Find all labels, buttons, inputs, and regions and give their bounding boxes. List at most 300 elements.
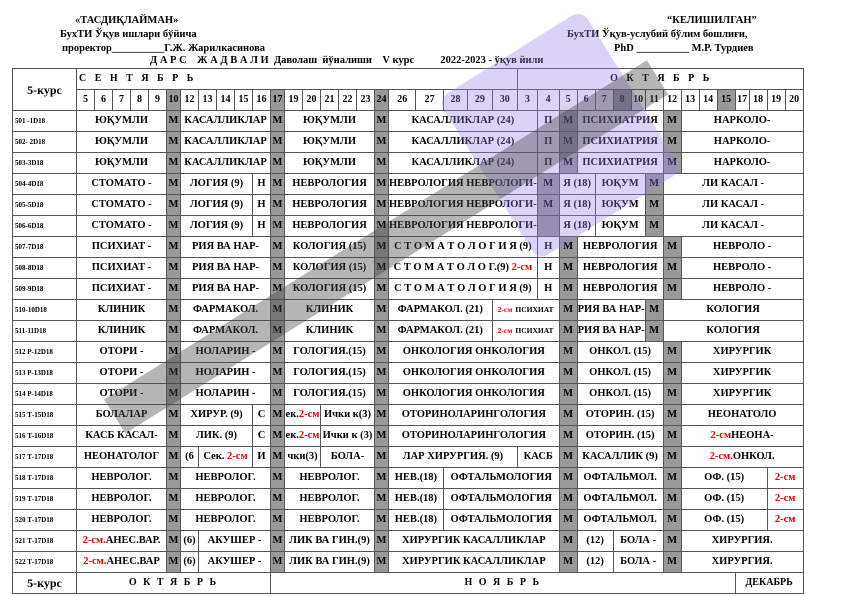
cell-text: НОЛАРИН - (195, 346, 256, 357)
break-marker (271, 384, 285, 405)
cell-text: ЮҚУМЛИ (302, 136, 357, 147)
cell-text: М (563, 115, 574, 126)
day-number: 23 (357, 90, 375, 111)
break-marker (559, 552, 577, 573)
break-marker (559, 468, 577, 489)
break-marker (559, 363, 577, 384)
cell-text: М (376, 157, 387, 168)
cell-text: М (563, 556, 574, 567)
day-number: 30 (492, 90, 517, 111)
cell-text: ПСИХИАТ (515, 305, 554, 314)
break-marker (167, 132, 181, 153)
cell-text: М (272, 157, 283, 168)
break-marker (271, 258, 285, 279)
day-number: 19 (285, 90, 303, 111)
cell-text: НЕВРОЛОГ. (91, 472, 152, 483)
subject-cell (681, 510, 767, 531)
subject-cell (577, 405, 663, 426)
subject-cell (389, 216, 538, 237)
break-marker (663, 552, 681, 573)
subject-cell (537, 111, 559, 132)
cell-text: СТОМАТО - (91, 178, 152, 189)
cell-text: М (272, 367, 283, 378)
subject-cell (681, 531, 803, 552)
shift-note: 2-см (298, 409, 320, 420)
cell-text: НЕВРОЛОГИЯ НЕВРОЛОГИ- (389, 199, 537, 210)
table-row (13, 174, 804, 195)
cell-text: ОФ. (15) (704, 472, 745, 483)
group-id: 518 Т-17D18 (13, 468, 77, 489)
table-row (13, 363, 804, 384)
break-marker (559, 132, 577, 153)
subject-cell (77, 531, 167, 552)
cell-text: М (667, 283, 678, 294)
break-marker (167, 468, 181, 489)
subject-cell (681, 489, 767, 510)
break-marker (645, 216, 663, 237)
cell-text: С Т О М А Т О Л О Г И Я (9) (394, 283, 532, 294)
cell-text: НЕВРОЛОГИЯ НЕВРОЛОГИ- (389, 178, 537, 189)
cell-text: ОНКОЛ. (732, 451, 775, 462)
table-row (13, 342, 804, 363)
break-marker (167, 174, 181, 195)
subject-cell (517, 447, 559, 468)
break-marker (167, 489, 181, 510)
break-marker (663, 510, 681, 531)
cell-text: М (649, 178, 660, 189)
cell-text: М (667, 262, 678, 273)
cell-text: НЕВРОЛОГИЯ (582, 262, 658, 273)
subject-cell (321, 405, 375, 426)
subject-cell (389, 426, 560, 447)
subject-cell (285, 426, 321, 447)
break-marker (271, 510, 285, 531)
cell-text: М (563, 346, 574, 357)
break-marker (167, 405, 181, 426)
break-marker (559, 447, 577, 468)
day-number: 11 (645, 90, 663, 111)
subject-cell (577, 489, 663, 510)
footer-course-label: 5-курс (13, 573, 77, 594)
break-marker (559, 111, 577, 132)
break-marker (271, 363, 285, 384)
table-row (13, 468, 804, 489)
cell-text: М (272, 220, 283, 231)
cell-text: ЮҚУМЛИ (94, 136, 149, 147)
cell-text: М (168, 157, 179, 168)
table-row (13, 132, 804, 153)
subject-cell (285, 384, 375, 405)
break-marker (271, 321, 285, 342)
subject-cell (577, 153, 663, 174)
cell-text: М (168, 178, 179, 189)
group-id: 507-7D18 (13, 237, 77, 258)
subject-cell (389, 321, 493, 342)
cell-text: НЕВРОЛО - (712, 283, 772, 294)
cell-text: М (168, 451, 179, 462)
cell-text: М (563, 157, 574, 168)
day-number: 16 (253, 90, 271, 111)
cell-text: ЛИК. (9) (195, 430, 238, 441)
break-marker (559, 279, 577, 300)
subject-cell (389, 195, 538, 216)
cell-text: Н (257, 178, 266, 189)
cell-text: Я (18) (563, 178, 591, 189)
cell-text: М (376, 451, 387, 462)
cell-text: НАРКОЛО- (713, 115, 771, 126)
subject-cell (595, 195, 645, 216)
subject-cell (181, 300, 271, 321)
cell-text: НЕВРОЛОГ. (299, 493, 360, 504)
cell-text: ЛИ КАСАЛ - (702, 199, 765, 210)
cell-text: НЕОНАТОЛО (707, 409, 777, 420)
day-number: 14 (217, 90, 235, 111)
cell-text: КЛИНИК (97, 304, 146, 315)
cell-text: М (168, 220, 179, 231)
cell-text: М (563, 304, 574, 315)
cell-text: М (543, 199, 554, 210)
cell-text: КЛИНИК (305, 325, 354, 336)
cell-text: М (272, 304, 283, 315)
break-marker (375, 195, 389, 216)
cell-text: М (272, 451, 283, 462)
cell-text: ОФ. (15) (704, 493, 745, 504)
subject-cell (663, 174, 803, 195)
cell-text: М (376, 304, 387, 315)
subject-cell (681, 384, 803, 405)
cell-text: ЛИК ВА ГИН.(9) (289, 535, 370, 546)
subject-cell (389, 405, 560, 426)
cell-text: М (563, 367, 574, 378)
cell-text: КОЛОГИЯ (15) (292, 283, 367, 294)
day-number: 7 (595, 90, 613, 111)
group-id: 503-3D18 (13, 153, 77, 174)
cell-text: ЮҚУМЛИ (94, 157, 149, 168)
cell-text: ФАРМАКОЛ. (21) (397, 304, 483, 315)
cell-text: НЕВРОЛОГИЯ (292, 178, 367, 189)
break-marker (271, 342, 285, 363)
day-number: 10 (167, 90, 181, 111)
subject-cell (559, 174, 595, 195)
subject-cell (77, 174, 167, 195)
cell-text: АКУШЕР - (207, 535, 262, 546)
cell-text: НАРКОЛО- (713, 136, 771, 147)
subject-cell (181, 468, 271, 489)
footer-december: ДЕКАБРЬ (735, 573, 803, 594)
subject-cell (77, 426, 167, 447)
cell-text: М (168, 136, 179, 147)
day-number: 18 (749, 90, 767, 111)
break-marker (663, 342, 681, 363)
cell-text: М (168, 514, 179, 525)
cell-text: ОФТАЛЬМОЛ. (583, 493, 657, 504)
subject-cell (577, 363, 663, 384)
subject-cell (199, 531, 271, 552)
group-id: 521 Т-17D18 (13, 531, 77, 552)
subject-cell (389, 279, 538, 300)
subject-cell (181, 174, 253, 195)
table-row (13, 258, 804, 279)
cell-text: М (168, 115, 179, 126)
group-id: 520 Т-17D18 (13, 510, 77, 531)
cell-text: ЛАР ХИРУРГИЯ. (9) (402, 451, 504, 462)
cell-text: М (563, 430, 574, 441)
cell-text: НЕВРОЛОГ. (299, 472, 360, 483)
subject-cell (577, 552, 613, 573)
cell-text: С Т О М А Т О Л О Г И Я (9) (394, 241, 532, 252)
group-id: 513 Р-13D18 (13, 363, 77, 384)
subject-cell (613, 552, 663, 573)
break-marker (375, 237, 389, 258)
subject-cell (181, 195, 253, 216)
schedule-table (12, 68, 804, 594)
cell-text: М (667, 472, 678, 483)
subject-cell (77, 132, 167, 153)
cell-text: ОНКОЛОГИЯ ОНКОЛОГИЯ (402, 388, 545, 399)
cell-text: РИЯ ВА НАР- (192, 262, 259, 273)
cell-text: М (168, 325, 179, 336)
subject-cell (492, 321, 559, 342)
cell-text: БОЛА- (330, 451, 365, 462)
cell-text: НЕВРОЛОГ. (195, 514, 256, 525)
break-marker (271, 153, 285, 174)
footer-october: О К Т Я Б Р Ь (77, 573, 271, 594)
break-marker (559, 300, 577, 321)
day-number: 3 (517, 90, 537, 111)
break-marker (559, 426, 577, 447)
table-row (13, 489, 804, 510)
group-id: 501 -1D18 (13, 111, 77, 132)
cell-text: ЮҚУМЛИ (94, 115, 149, 126)
cell-text: ЮҚУМ (601, 220, 639, 231)
cell-text: М (376, 514, 387, 525)
cell-text: КОЛОГИЯ (15) (292, 241, 367, 252)
cell-text: М (649, 325, 660, 336)
subject-cell (77, 468, 167, 489)
subject-cell (577, 258, 663, 279)
subject-cell (559, 216, 595, 237)
break-marker (375, 363, 389, 384)
cell-text: М (272, 283, 283, 294)
cell-text: М (272, 472, 283, 483)
cell-text: ХИРУРГИЯ. (711, 535, 773, 546)
break-marker (375, 342, 389, 363)
subject-cell (389, 384, 560, 405)
break-marker (375, 405, 389, 426)
break-marker (375, 426, 389, 447)
cell-text: (6) (183, 535, 196, 546)
break-marker (167, 195, 181, 216)
subject-cell (77, 342, 167, 363)
subject-cell (681, 552, 803, 573)
subject-cell (181, 405, 253, 426)
cell-text: М (667, 514, 678, 525)
break-marker (167, 258, 181, 279)
cell-text: М (563, 493, 574, 504)
day-number: 7 (113, 90, 131, 111)
break-marker (271, 132, 285, 153)
cell-text: ЛОГИЯ (9) (189, 178, 244, 189)
cell-text: М (168, 388, 179, 399)
cell-text: ЛОГИЯ (9) (189, 199, 244, 210)
cell-text: М (563, 535, 574, 546)
subject-cell (681, 279, 803, 300)
subject-cell (767, 489, 803, 510)
cell-text: ПСИХИАТРИЯ (582, 136, 658, 147)
cell-text: М (272, 514, 283, 525)
cell-text: М (376, 535, 387, 546)
shift-note: 2-см. (709, 451, 733, 462)
break-marker (167, 510, 181, 531)
cell-text: М (168, 430, 179, 441)
shift-note: 2-см. (83, 556, 107, 567)
day-number: 12 (181, 90, 199, 111)
cell-text: М (376, 388, 387, 399)
cell-text: Ички к(3) (323, 409, 372, 420)
cell-text: КАСАЛЛИКЛАР (184, 157, 267, 168)
day-number: 24 (375, 90, 389, 111)
cell-text: КАСБ КАСАЛ- (85, 430, 158, 441)
cell-text: ОФТАЛЬМОЛ. (583, 514, 657, 525)
group-id: 522 Т-17D18 (13, 552, 77, 573)
break-marker (663, 489, 681, 510)
subject-cell (681, 447, 803, 468)
break-marker (559, 384, 577, 405)
cell-text: ОФТАЛЬМОЛОГИЯ (450, 472, 552, 483)
subject-cell (285, 489, 375, 510)
cell-text: М (649, 304, 660, 315)
subject-cell (389, 342, 560, 363)
subject-cell (285, 174, 375, 195)
cell-text: (12) (586, 556, 604, 567)
break-marker (271, 468, 285, 489)
cell-text: М (272, 115, 283, 126)
break-marker (271, 489, 285, 510)
subject-cell (577, 237, 663, 258)
cell-text: ФАРМАКОЛ. (21) (397, 325, 483, 336)
break-marker (559, 258, 577, 279)
subject-cell (537, 153, 559, 174)
cell-text: М (667, 430, 678, 441)
subject-cell (681, 468, 767, 489)
cell-text: НЕВРОЛОГИЯ НЕВРОЛОГИ- (389, 220, 537, 231)
table-row (13, 405, 804, 426)
break-marker (167, 153, 181, 174)
break-marker (559, 321, 577, 342)
shift-note: 2-см. (82, 535, 106, 546)
cell-text: М (272, 430, 283, 441)
subject-cell (443, 510, 559, 531)
subject-cell (577, 279, 663, 300)
subject-cell (537, 132, 559, 153)
break-marker (537, 216, 559, 237)
cell-text: НЕОНАТОЛОГ (83, 451, 160, 462)
cell-text: НЕВ.(18) (394, 493, 438, 504)
cell-text: (6 (185, 451, 194, 462)
cell-text: М (563, 514, 574, 525)
cell-text: ОТОРИН. (15) (585, 409, 655, 420)
cell-text: ПСИХИАТРИЯ (582, 157, 658, 168)
cell-text: М (168, 409, 179, 420)
break-marker (271, 426, 285, 447)
cell-text: М (168, 367, 179, 378)
break-marker (663, 384, 681, 405)
cell-text: ХИРУРГИК (712, 367, 772, 378)
cell-text: М (563, 388, 574, 399)
cell-text: М (649, 220, 660, 231)
day-number: 21 (321, 90, 339, 111)
cell-text: ХИРУРГИК КАСАЛЛИКЛАР (401, 535, 546, 546)
subject-cell (285, 342, 375, 363)
break-marker (375, 321, 389, 342)
break-marker (271, 174, 285, 195)
subject-cell (253, 405, 271, 426)
cell-text: М (168, 535, 179, 546)
subject-cell (285, 363, 375, 384)
subject-cell (181, 342, 271, 363)
cell-text: М (543, 178, 554, 189)
break-marker (271, 237, 285, 258)
cell-text: НЕОНА- (731, 430, 774, 441)
cell-text: П (544, 136, 553, 147)
break-marker (375, 216, 389, 237)
cell-text: М (667, 346, 678, 357)
day-number: 8 (613, 90, 631, 111)
subject-cell (389, 363, 560, 384)
cell-text: ОНКОЛ. (15) (589, 367, 652, 378)
cell-text: НЕВРОЛОГИЯ (292, 220, 367, 231)
cell-text: М (168, 199, 179, 210)
cell-text: РИЯ ВА НАР- (192, 241, 259, 252)
cell-text: Н (257, 199, 266, 210)
cell-text: ОНКОЛОГИЯ ОНКОЛОГИЯ (402, 346, 545, 357)
cell-text: М (272, 241, 283, 252)
cell-text: ПСИХИАТ (515, 326, 554, 335)
subject-cell (681, 363, 803, 384)
cell-text: М (563, 262, 574, 273)
break-marker (375, 384, 389, 405)
cell-text: М (272, 493, 283, 504)
cell-text: М (376, 409, 387, 420)
cell-text: М (168, 262, 179, 273)
cell-text: Я (18) (563, 220, 591, 231)
cell-text: М (168, 472, 179, 483)
subject-cell (577, 321, 645, 342)
cell-text: М (667, 451, 678, 462)
subject-cell (253, 174, 271, 195)
break-marker (167, 426, 181, 447)
subject-cell (443, 468, 559, 489)
cell-text: ОТОРИН. (15) (585, 430, 655, 441)
cell-text: АНЕС.ВАР (106, 556, 160, 567)
cell-text: М (376, 325, 387, 336)
approval-title: «ТАСДИҚЛАЙМАН» (75, 15, 179, 26)
cell-text: ек. (285, 430, 299, 441)
cell-text: М (272, 556, 283, 567)
cell-text: ПСИХИАТ - (91, 283, 152, 294)
subject-cell (181, 321, 271, 342)
subject-cell (181, 531, 199, 552)
subject-cell (389, 489, 444, 510)
day-number: 19 (767, 90, 785, 111)
cell-text: КАСБ (523, 451, 553, 462)
cell-text: БОЛА - (620, 556, 657, 567)
break-marker (663, 132, 681, 153)
cell-text: М (376, 220, 387, 231)
table-row (13, 216, 804, 237)
break-marker (271, 405, 285, 426)
cell-text: М (272, 136, 283, 147)
